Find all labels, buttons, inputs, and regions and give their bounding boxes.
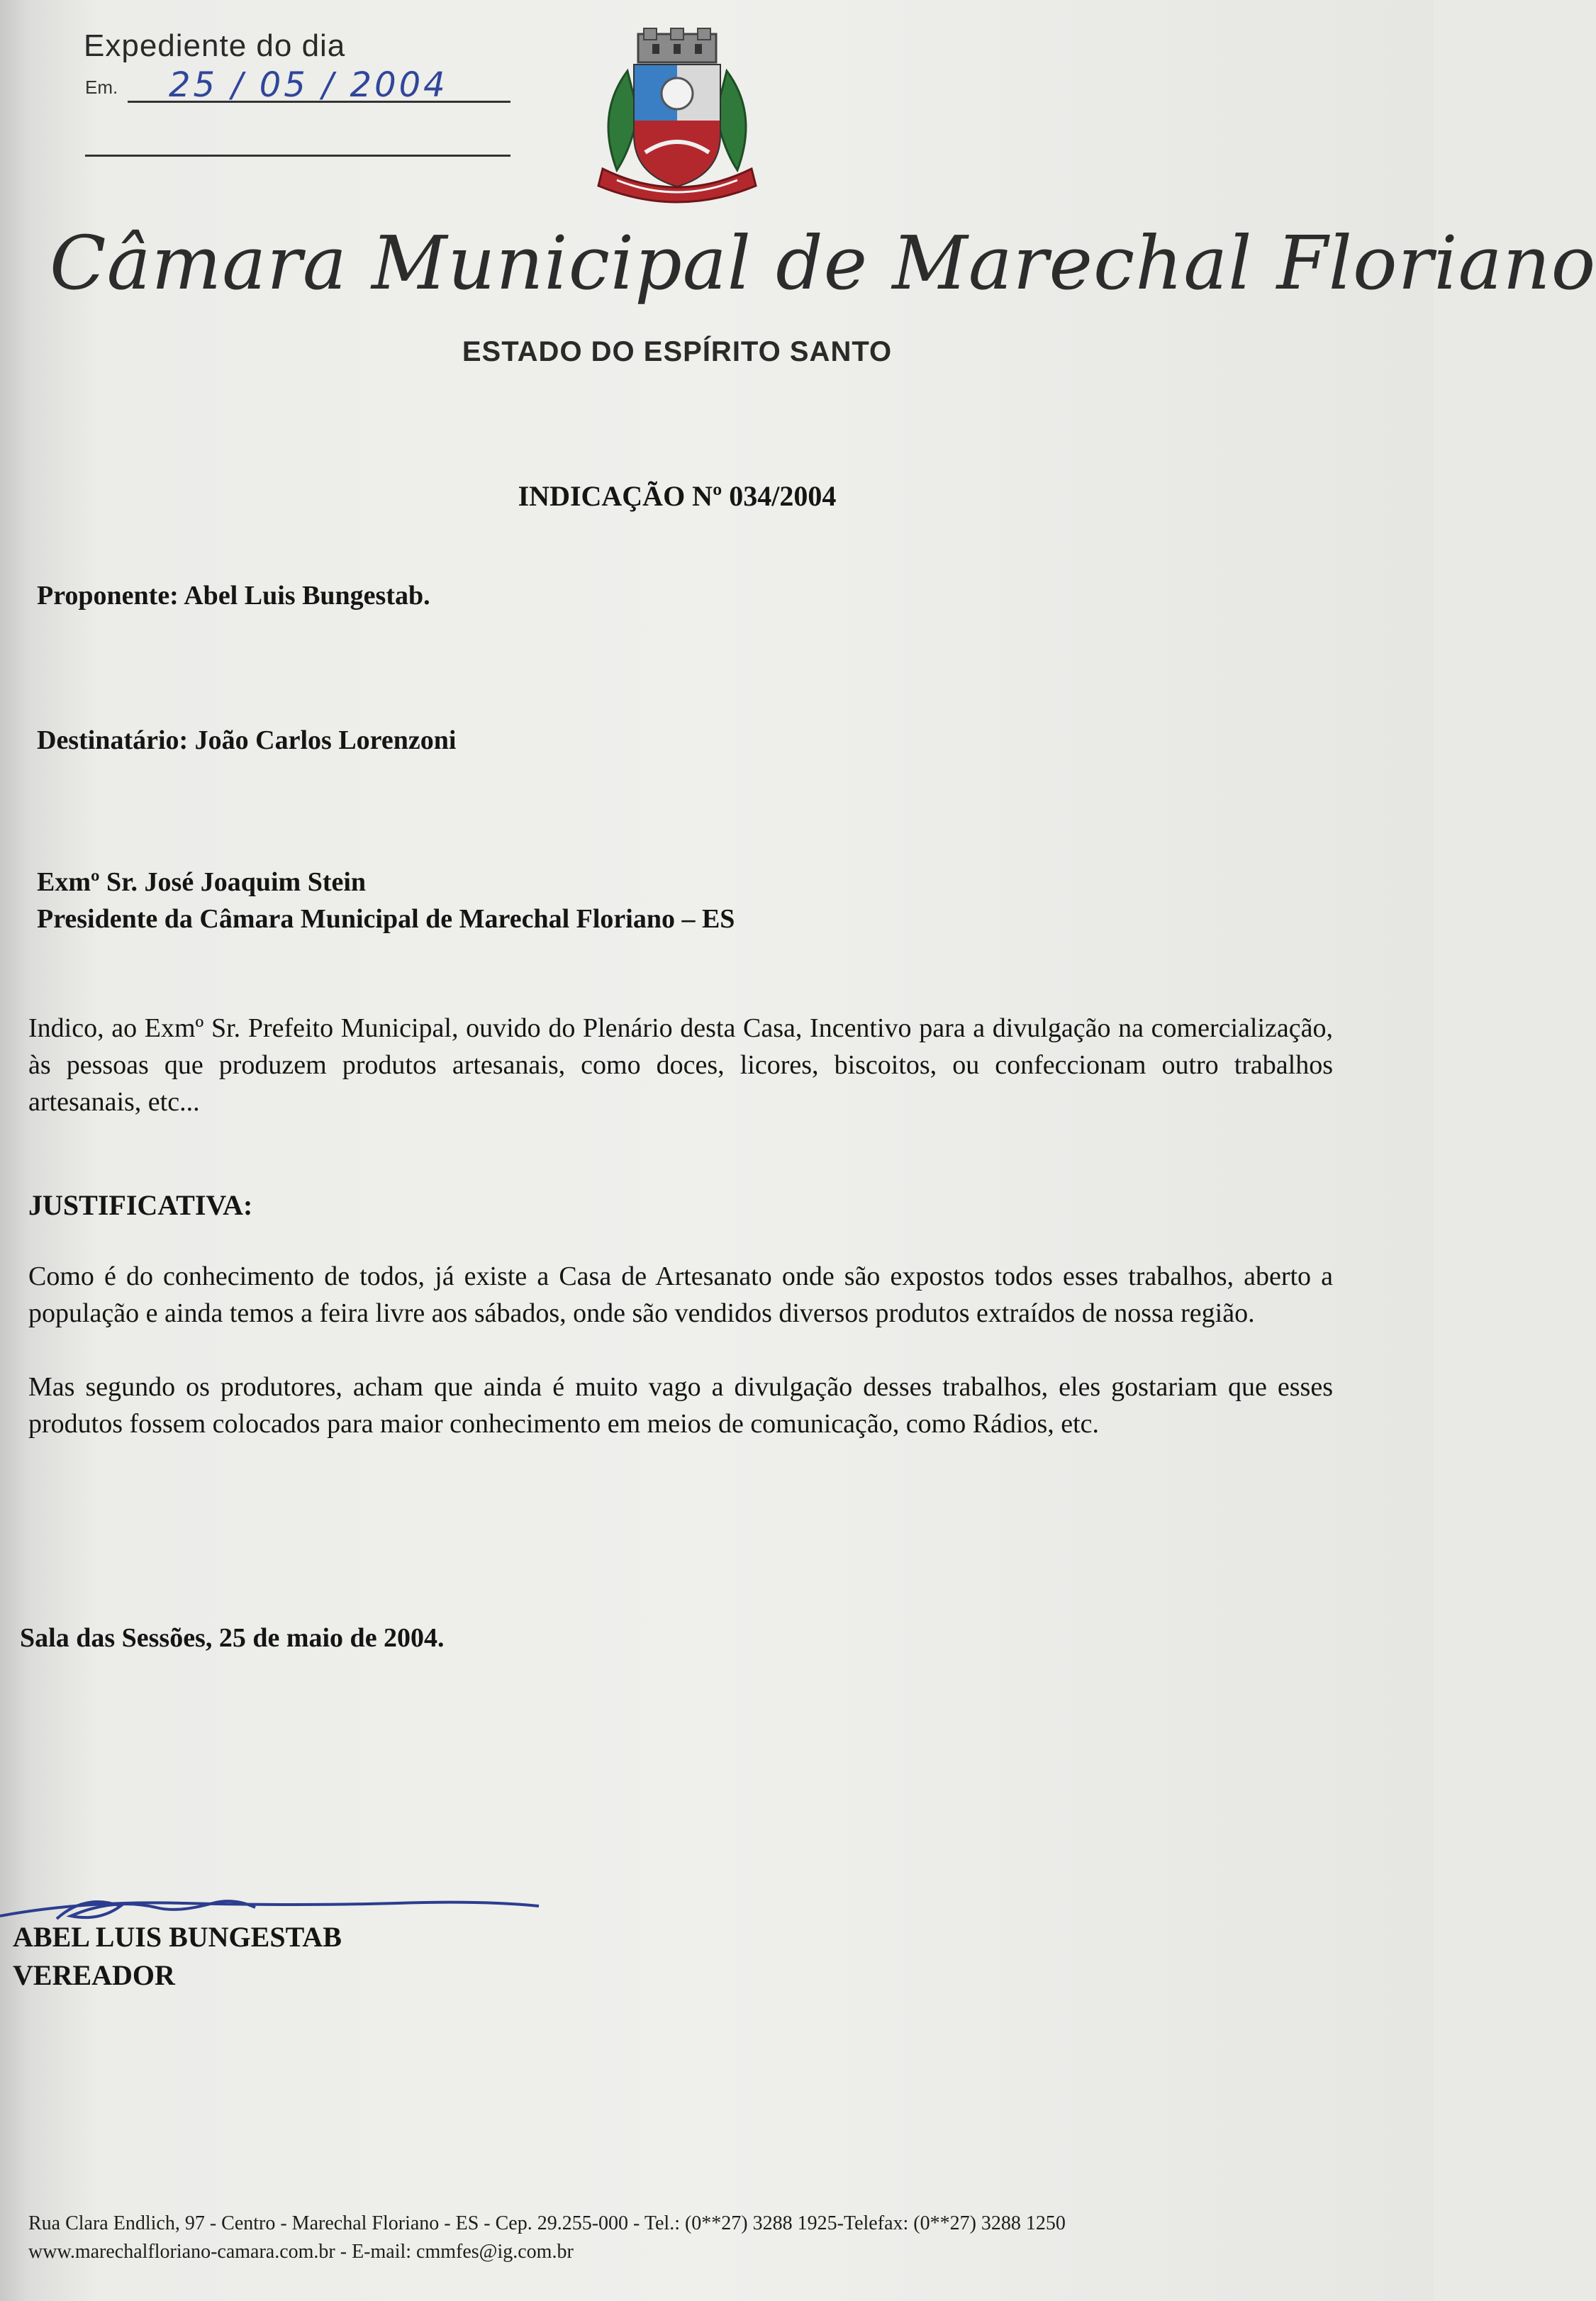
proponente-line: Proponente: Abel Luis Bungestab.	[37, 581, 430, 611]
justificativa-paragraph-1: Como é do conhecimento de todos, já existe a Casa de Artesanato onde são expostos todos esses trabalhos, aberto a população e ainda temos a feira livre aos sábados, onde são vendidos diversos produtos extraídos de nossa região.	[28, 1261, 1333, 1328]
addressee-name: Exmº Sr. José Joaquim Stein	[37, 867, 367, 897]
footer-web-email: www.marechalfloriano-camara.com.br - E-mail: cmmfes@ig.com.br	[28, 2241, 574, 2263]
stamp-em-label: Em.	[85, 77, 118, 98]
indication-body: Indico, ao Exmº Sr. Prefeito Municipal, ouvido do Plenário desta Casa, Incentivo para a divulgação na comercialização, às pessoas que produzem produtos artesanais, como doces, licores, biscoitos, ou confeccionam outro trabalhos artesanais, etc...	[28, 1013, 1333, 1117]
stamp-signature-line	[85, 155, 510, 157]
coat-of-arms-icon	[588, 28, 766, 213]
institution-title: Câmara Municipal de Marechal Floriano	[50, 220, 1596, 306]
destinatario-line: Destinatário: João Carlos Lorenzoni	[37, 725, 457, 755]
session-date-line: Sala das Sessões, 25 de maio de 2004.	[20, 1623, 445, 1653]
addressee-title: Presidente da Câmara Municipal de Marechal Floriano – ES	[37, 904, 735, 934]
stamp-title: Expediente do dia	[84, 28, 346, 63]
stamp-date: 25 / 05 / 2004	[169, 65, 448, 105]
signer-role: VEREADOR	[13, 1959, 175, 1991]
stamp-date-line	[128, 101, 510, 103]
justificativa-heading: JUSTIFICATIVA:	[28, 1189, 253, 1221]
justificativa-paragraph-2: Mas segundo os produtores, acham que ainda é muito vago a divulgação desses trabalhos, eles gostariam que esses produtos fossem colocados para maior conhecimento em meios de comunicação, como Rádios, etc.	[28, 1372, 1333, 1439]
footer-address: Rua Clara Endlich, 97 - Centro - Marechal Floriano - ES - Cep. 29.255-000 - Tel.: (0**27) 3288 1925-Telefax: (0**27) 3288 1250	[28, 2212, 1066, 2234]
received-stamp	[84, 28, 452, 170]
state-subtitle: ESTADO DO ESPÍRITO SANTO	[462, 336, 893, 367]
signer-name: ABEL LUIS BUNGESTAB	[13, 1921, 342, 1953]
indicacao-title: INDICAÇÃO Nº 034/2004	[518, 480, 837, 512]
